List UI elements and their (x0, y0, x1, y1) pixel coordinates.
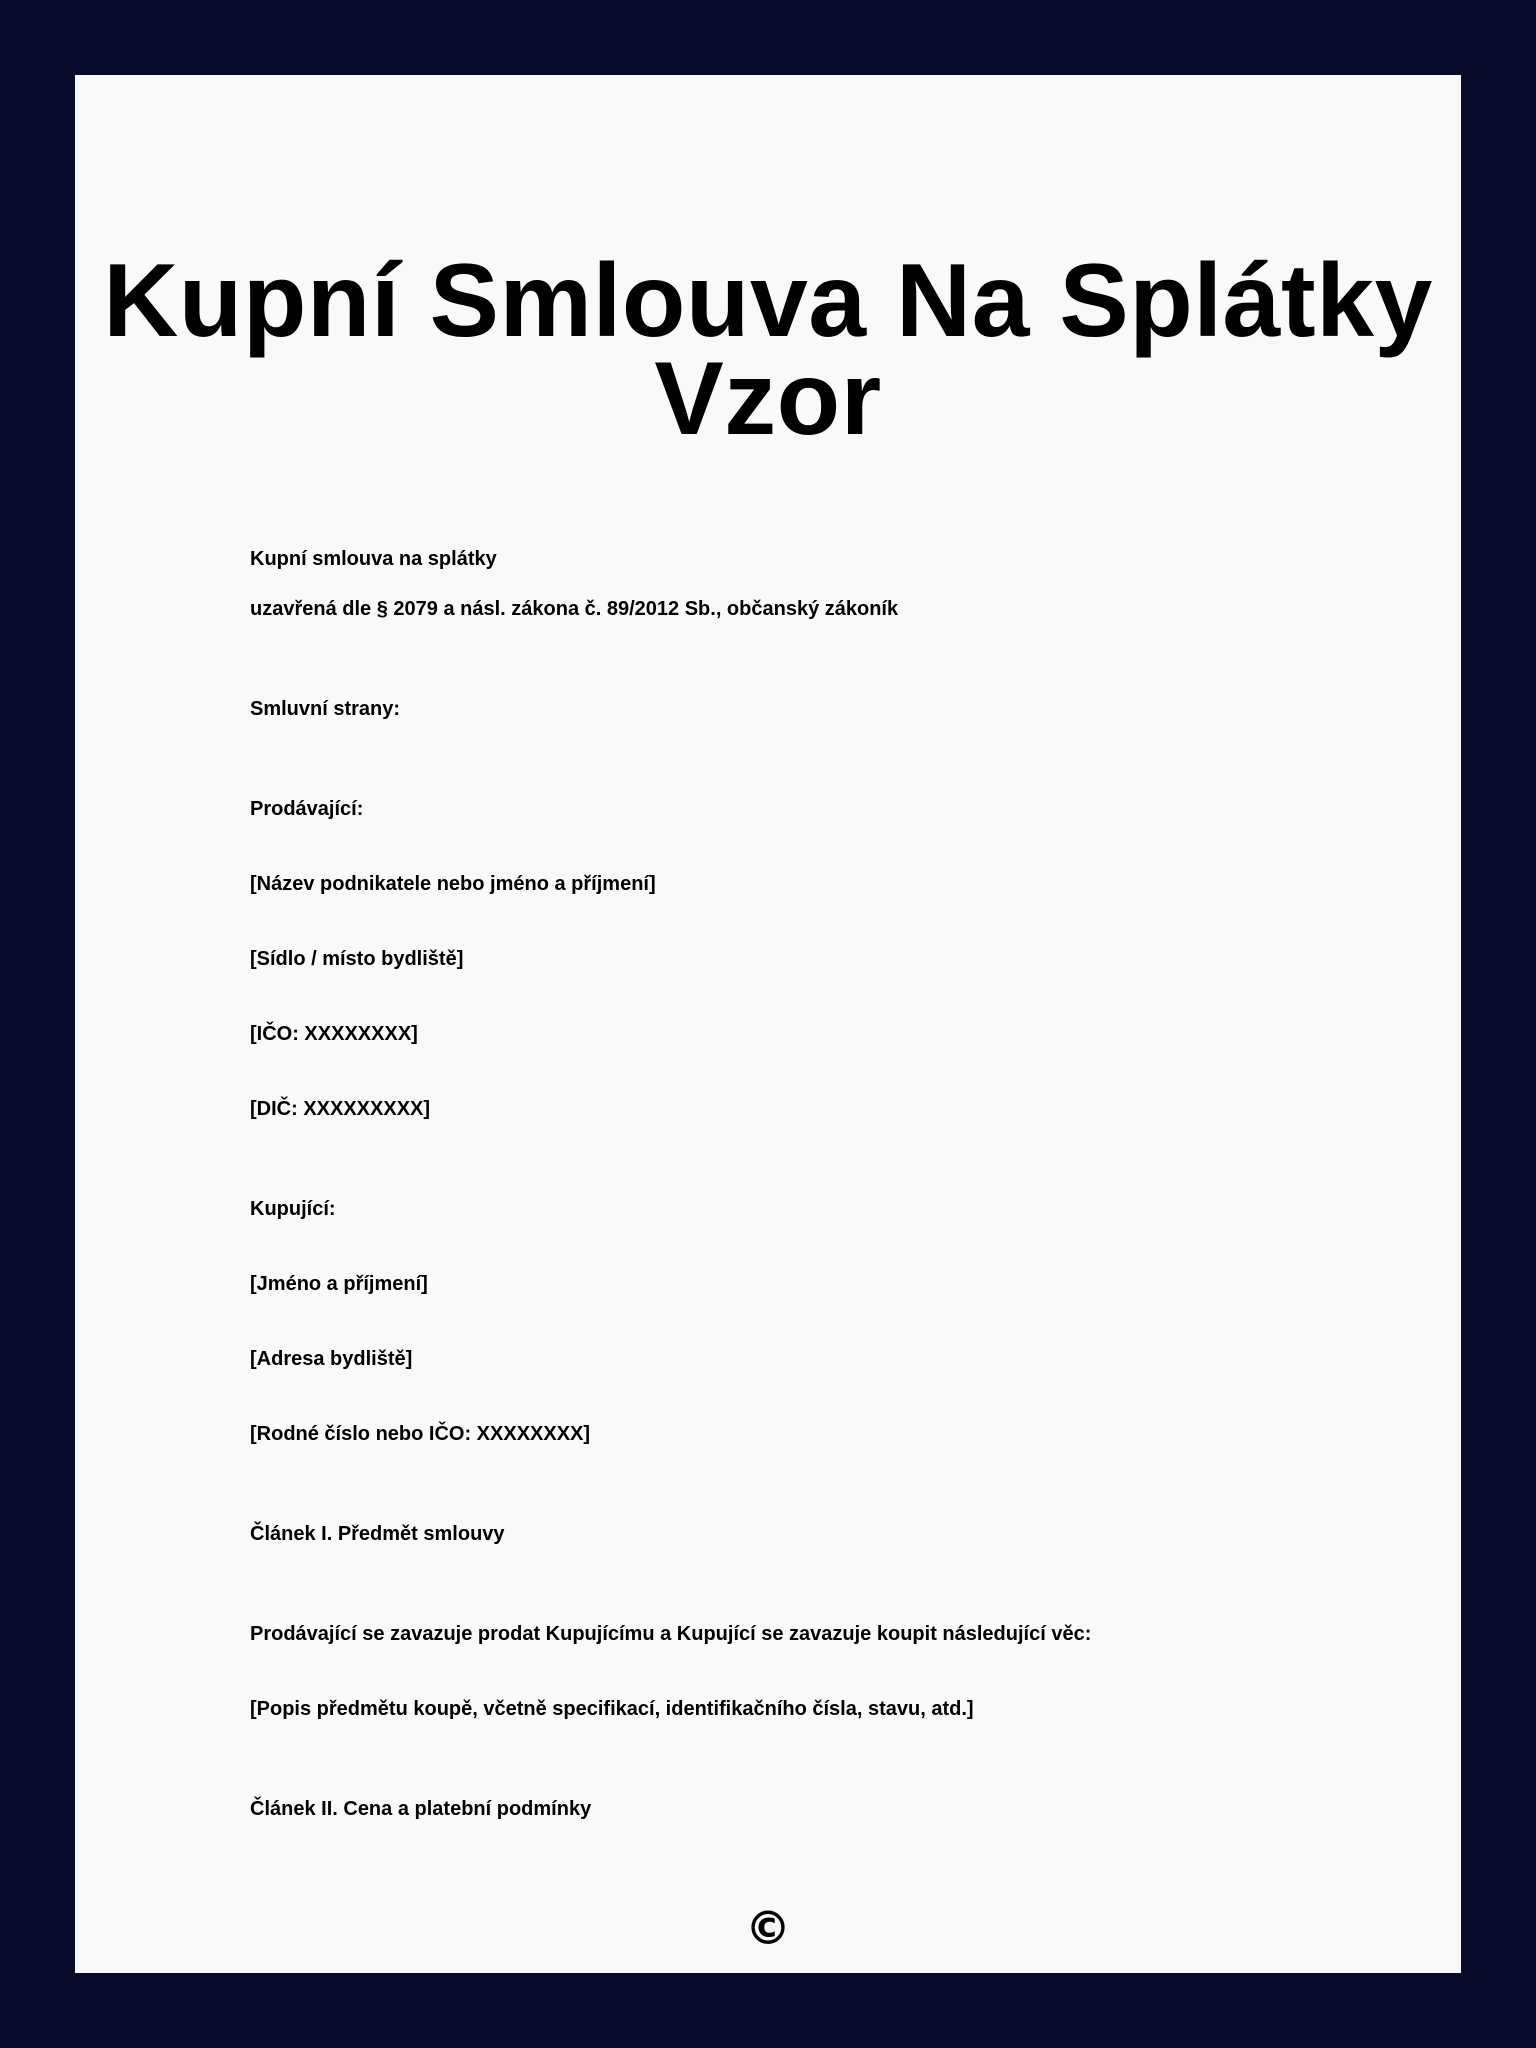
buyer-name-placeholder: [Jméno a příjmení] (250, 1273, 428, 1295)
document-title: Kupní Smlouva Na Splátky Vzor (103, 243, 1433, 457)
seller-name-placeholder: [Název podnikatele nebo jméno a příjmení] (250, 873, 656, 895)
parties-heading: Smluvní strany: (250, 698, 401, 720)
subject-description-placeholder: [Popis předmětu koupě, včetně specifikací, identifikačního čísla, stavu, atd.] (250, 1698, 974, 1720)
contract-heading: Kupní smlouva na splátky (250, 548, 497, 570)
seller-address-placeholder: [Sídlo / místo bydliště] (250, 948, 464, 970)
contract-legal-basis: uzavřená dle § 2079 a násl. zákona č. 89/2012 Sb., občanský zákoník (250, 598, 899, 620)
seller-ico-placeholder: [IČO: XXXXXXXX] (250, 1023, 418, 1045)
buyer-id-placeholder: [Rodné číslo nebo IČO: XXXXXXXX] (250, 1423, 591, 1445)
seller-heading: Prodávající: (250, 798, 364, 820)
buyer-address-placeholder: [Adresa bydliště] (250, 1348, 413, 1370)
copyright-icon: © (745, 1901, 791, 1955)
article-1-heading: Článek I. Předmět smlouvy (250, 1523, 505, 1545)
document-page (75, 75, 1461, 1973)
buyer-heading: Kupující: (250, 1198, 336, 1220)
article-2-heading: Článek II. Cena a platební podmínky (250, 1798, 592, 1820)
article-1-text: Prodávající se zavazuje prodat Kupujícímu a Kupující se zavazuje koupit následující věc: (250, 1623, 1092, 1645)
seller-dic-placeholder: [DIČ: XXXXXXXXX] (250, 1098, 431, 1120)
